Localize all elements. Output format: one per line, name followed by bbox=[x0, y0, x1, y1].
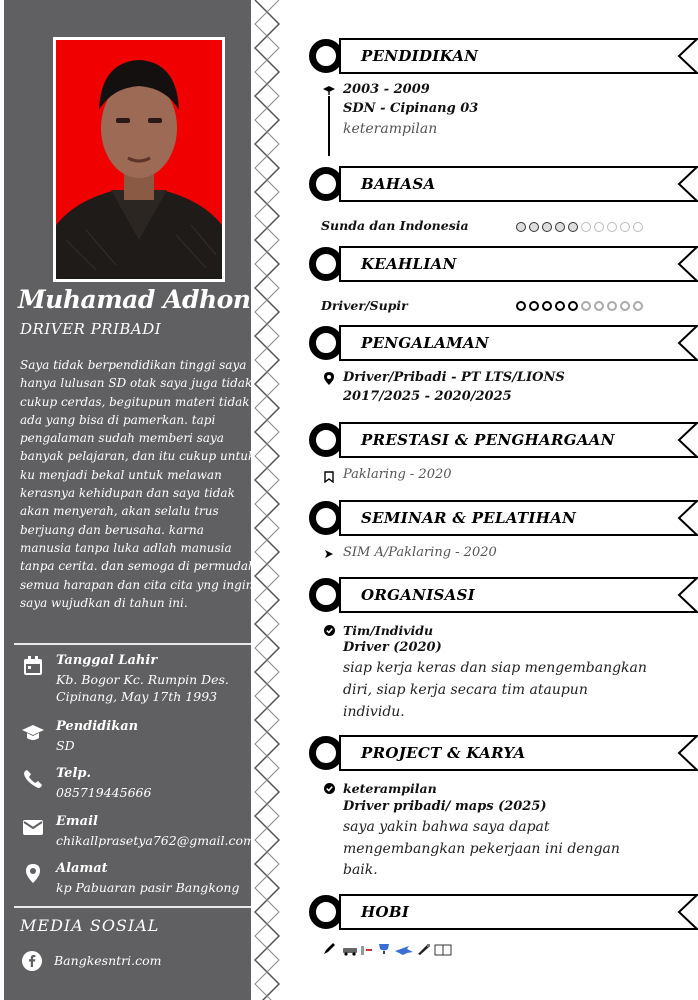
tools-icon bbox=[361, 946, 372, 955]
section-bullet bbox=[309, 167, 343, 201]
section-title: HOBI bbox=[361, 903, 410, 921]
rating-dot-empty bbox=[607, 301, 617, 311]
section-bullet bbox=[309, 423, 343, 457]
section-pengalaman bbox=[309, 325, 698, 363]
rating-dot-empty bbox=[633, 301, 643, 311]
rating-dot-empty bbox=[620, 222, 630, 232]
envelope-icon bbox=[22, 816, 44, 838]
section-title: KEAHLIAN bbox=[361, 255, 457, 273]
project-desc-2: mengembangkan pekerjaan ini dengan bbox=[343, 841, 620, 857]
zigzag-divider bbox=[251, 0, 283, 1000]
education-years: 2003 - 2009 bbox=[343, 82, 430, 97]
education-school: SDN - Cipinang 03 bbox=[343, 101, 479, 116]
education-note: keterampilan bbox=[343, 121, 438, 137]
section-title: BAHASA bbox=[361, 175, 436, 193]
about-text: Saya tidak berpendidikan tinggi saya hanya lulusan SD otak saya juga tidak cukup cerdas, begitupun materi tidak ada yang bisa di pamerkan. tapi pengalaman sudah memberi saya banyak pelajaran, dan itu cukup untuk ku menjadi bekal untuk melawan kerasnya kehidupan dan saya tidak akan menyerah, akan selalu trus berjuang dan berusaha. karna manusia tanpa luka adlah manusia tanpa cerita. dan semoga di permudah semua harapan dan cita cita yng ingin saya wujudkan di tahun ini. bbox=[20, 358, 256, 610]
email-value: chikallprasetya762@gmail.com bbox=[56, 833, 255, 848]
section-keahlian bbox=[309, 246, 698, 284]
section-bullet bbox=[309, 326, 343, 360]
phone-label: Telp. bbox=[56, 766, 92, 781]
section-bullet bbox=[309, 578, 343, 612]
rating-dot-empty bbox=[581, 301, 591, 311]
check-circle-icon bbox=[324, 625, 335, 636]
section-project bbox=[309, 735, 698, 773]
rating-dot-empty bbox=[620, 301, 630, 311]
address-label: Alamat bbox=[56, 861, 108, 876]
organization-role: Driver (2020) bbox=[343, 640, 442, 655]
section-bullet bbox=[309, 247, 343, 281]
section-bahasa bbox=[309, 166, 698, 204]
project-role: Driver pribadi/ maps (2025) bbox=[343, 799, 547, 814]
bookmark-icon bbox=[324, 471, 334, 483]
section-bullet bbox=[309, 736, 343, 770]
graduation-cap-icon bbox=[323, 84, 335, 96]
trophy-icon bbox=[379, 944, 389, 954]
main-content bbox=[283, 0, 698, 1000]
divider bbox=[14, 906, 254, 908]
education-label: Pendidikan bbox=[56, 719, 139, 734]
profile-photo bbox=[53, 37, 225, 282]
birth-label: Tanggal Lahir bbox=[56, 653, 158, 668]
project-name: keterampilan bbox=[343, 781, 437, 796]
rating-dot-empty bbox=[633, 222, 643, 232]
car-icon bbox=[343, 948, 357, 956]
project-desc-1: saya yakin bahwa saya dapat bbox=[343, 819, 550, 835]
birth-value bbox=[56, 671, 229, 705]
rating-dot-empty bbox=[594, 301, 604, 311]
organization-name: Tim/Individu bbox=[343, 623, 434, 638]
rating-dot-filled bbox=[542, 222, 552, 232]
organization-desc-2: diri, siap kerja secara tim ataupun bbox=[343, 682, 588, 698]
address-value: kp Pabuaran pasir Bangkong bbox=[56, 880, 240, 895]
education-value: SD bbox=[56, 738, 75, 753]
info-education bbox=[22, 719, 256, 759]
rating-dot-filled bbox=[555, 301, 565, 311]
experience-period: 2017/2025 - 2020/2025 bbox=[343, 389, 512, 404]
info-email bbox=[22, 814, 256, 854]
training-text: SIM A/Paklaring - 2020 bbox=[343, 545, 497, 560]
rating-dot-filled bbox=[529, 222, 539, 232]
section-prestasi bbox=[309, 422, 698, 460]
rating-dot-empty bbox=[607, 222, 617, 232]
birth-line-2: Cipinang, May 17th 1993 bbox=[56, 689, 218, 704]
chevron-right-icon bbox=[324, 549, 334, 559]
section-title: PROJECT & KARYA bbox=[361, 744, 526, 762]
info-birth bbox=[22, 653, 256, 713]
experience-title: Driver/Pribadi - PT LTS/LIONS bbox=[343, 370, 565, 385]
award-text: Paklaring - 2020 bbox=[343, 467, 452, 482]
graduation-cap-icon bbox=[22, 721, 44, 743]
organization-desc-1: siap kerja keras dan siap mengembangkan bbox=[343, 660, 647, 676]
calendar-icon bbox=[22, 655, 44, 677]
location-pin-icon bbox=[22, 863, 44, 885]
brush-icon bbox=[418, 944, 430, 955]
phone-value: 085719445666 bbox=[56, 785, 152, 800]
pencil-icon bbox=[324, 943, 335, 954]
job-title: DRIVER PRIBADI bbox=[20, 320, 162, 338]
divider bbox=[14, 643, 254, 645]
book-icon bbox=[435, 945, 451, 955]
rating-dot-filled bbox=[568, 301, 578, 311]
rating-dot-filled bbox=[529, 301, 539, 311]
hobby-icons bbox=[323, 942, 455, 956]
section-organisasi bbox=[309, 577, 698, 615]
section-bullet bbox=[309, 501, 343, 535]
facebook-link[interactable]: Bangkesntri.com bbox=[54, 953, 162, 968]
airplane-icon bbox=[395, 946, 413, 955]
language-rating bbox=[516, 222, 643, 232]
section-title: PRESTASI & PENGHARGAAN bbox=[361, 431, 615, 449]
rating-dot-empty bbox=[581, 222, 591, 232]
facebook-icon[interactable] bbox=[22, 951, 42, 971]
section-pendidikan bbox=[309, 38, 698, 76]
location-pin-icon bbox=[324, 372, 334, 385]
birth-line-1: Kb. Bogor Kc. Rumpin Des. bbox=[56, 672, 229, 687]
phone-icon bbox=[22, 768, 44, 790]
section-title: ORGANISASI bbox=[361, 586, 476, 604]
section-title: PENGALAMAN bbox=[361, 334, 490, 352]
section-hobi bbox=[309, 894, 698, 932]
rating-dot-filled bbox=[516, 222, 526, 232]
rating-dot-filled bbox=[516, 301, 526, 311]
organization-desc-3: individu. bbox=[343, 704, 405, 720]
rating-dot-filled bbox=[568, 222, 578, 232]
project-desc-3: baik. bbox=[343, 862, 378, 878]
person-name: Muhamad Adhon bbox=[18, 285, 251, 314]
section-title: PENDIDIKAN bbox=[361, 47, 479, 65]
rating-dot-filled bbox=[542, 301, 552, 311]
sidebar bbox=[4, 0, 256, 1000]
email-label: Email bbox=[56, 814, 98, 829]
language-name: Sunda dan Indonesia bbox=[321, 218, 469, 233]
section-seminar bbox=[309, 500, 698, 538]
info-phone bbox=[22, 766, 256, 806]
rating-dot-empty bbox=[594, 222, 604, 232]
timeline-line bbox=[328, 96, 330, 156]
skill-rating bbox=[516, 301, 643, 311]
info-address bbox=[22, 861, 256, 901]
social-media-title: MEDIA SOSIAL bbox=[20, 916, 160, 935]
skill-name: Driver/Supir bbox=[321, 298, 408, 313]
section-bullet bbox=[309, 895, 343, 929]
section-title: SEMINAR & PELATIHAN bbox=[361, 509, 577, 527]
check-circle-icon bbox=[324, 783, 335, 794]
section-bullet bbox=[309, 39, 343, 73]
rating-dot-filled bbox=[555, 222, 565, 232]
